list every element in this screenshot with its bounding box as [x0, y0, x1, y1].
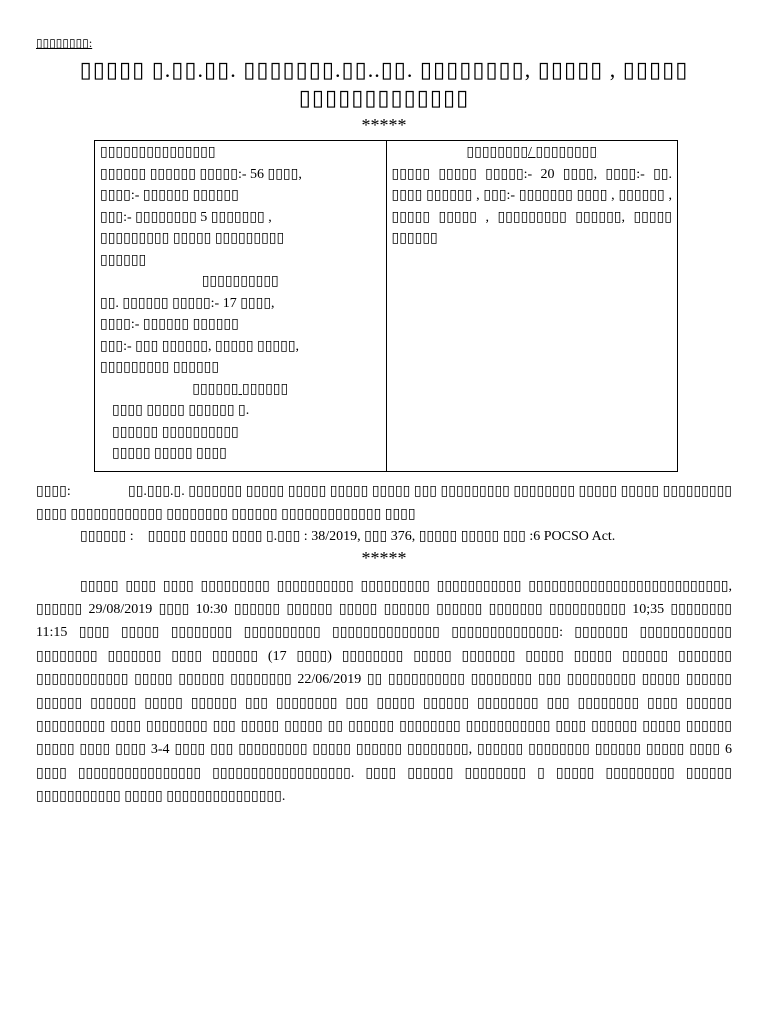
- separator-stars: *****: [361, 115, 407, 135]
- complainant-heading: ▯▯▯▯▯▯▯▯▯▯▯▯▯▯▯: [100, 145, 216, 160]
- complainant-line: ▯▯▯▯▯▯: [100, 252, 147, 268]
- victim-line: ▯▯▯▯▯▯▯▯▯ ▯▯▯▯▯▯: [100, 360, 220, 375]
- officer-line: ▯▯▯▯ ▯▯▯▯▯ ▯▯▯▯▯▯ ▯.: [112, 403, 250, 418]
- complainant-line: ▯▯▯▯:- ▯▯▯▯▯▯ ▯▯▯▯▯▯: [100, 188, 239, 203]
- document-page: [36, 34, 732, 809]
- parties-table: [94, 140, 678, 472]
- accused-details: ▯▯▯▯▯ ▯▯▯▯▯ ▯▯▯▯▯:- 20 ▯▯▯▯, ▯▯▯▯:- ▯▯. ▯▯▯▯ ▯▯▯▯▯▯ , ▯▯▯:- ▯▯▯▯▯▯▯ ▯▯▯▯ , ▯▯▯▯▯▯ , ▯▯▯▯▯ ▯▯▯▯▯ , ▯▯▯▯▯▯▯▯▯ ▯▯▯▯▯▯, ▯▯▯▯▯ ▯▯▯▯▯▯: [391, 166, 672, 246]
- complainant-line: ▯▯▯▯▯▯▯▯▯ ▯▯▯▯▯ ▯▯▯▯▯▯▯▯▯: [100, 231, 285, 246]
- complainant-cell: [95, 141, 387, 472]
- victim-line: ▯▯. ▯▯▯▯▯▯ ▯▯▯▯▯:- 17 ▯▯▯▯,: [100, 295, 275, 311]
- subject-paragraph: [36, 480, 732, 526]
- subject-label: ▯▯▯▯:: [36, 483, 71, 499]
- reference-label: ▯▯▯▯▯▯ :: [80, 528, 134, 544]
- separator-stars-2: *****: [361, 547, 407, 568]
- officer-line: ▯▯▯▯▯ ▯▯▯▯▯ ▯▯▯▯: [112, 446, 227, 461]
- reference-line: [36, 528, 732, 545]
- document-title: ▯▯▯▯▯ ▯.▯▯.▯▯. ▯▯▯▯▯▯▯.▯▯..▯▯. ▯▯▯▯▯▯▯▯, ▯▯▯▯▯ , ▯▯▯▯▯ ▯▯▯▯▯▯▯▯▯▯▯▯▯: [79, 57, 689, 110]
- subject-text: ▯▯.▯▯▯.▯. ▯▯▯▯▯▯▯ ▯▯▯▯▯ ▯▯▯▯▯ ▯▯▯▯▯ ▯▯▯▯▯ ▯▯▯ ▯▯▯▯▯▯▯▯▯ ▯▯▯▯▯▯▯▯ ▯▯▯▯▯ ▯▯▯▯▯ ▯▯▯▯▯▯▯▯▯ ▯▯▯▯ ▯▯▯▯▯▯▯▯▯▯▯▯ ▯▯▯▯▯▯▯▯ ▯▯▯▯▯▯ ▯▯▯▯▯▯▯▯▯▯▯▯▯ ▯▯▯▯: [36, 483, 732, 522]
- officer-line: ▯▯▯▯▯▯ ▯▯▯▯▯▯▯▯▯▯: [112, 424, 239, 440]
- reference-text: ▯▯▯▯▯ ▯▯▯▯▯ ▯▯▯▯ ▯.▯▯▯ : 38/2019, ▯▯▯ 376, ▯▯▯▯▯ ▯▯▯▯▯ ▯▯▯ :6 POCSO Act.: [147, 528, 616, 544]
- victim-line: ▯▯▯▯:- ▯▯▯▯▯▯ ▯▯▯▯▯▯: [100, 317, 239, 332]
- victim-line: ▯▯▯:- ▯▯▯ ▯▯▯▯▯▯, ▯▯▯▯▯ ▯▯▯▯▯,: [100, 338, 300, 354]
- complainant-line: ▯▯▯▯▯▯ ▯▯▯▯▯▯ ▯▯▯▯▯:- 56 ▯▯▯▯,: [100, 166, 302, 182]
- accused-heading: ▯▯▯▯▯▯▯▯/ ▯▯▯▯▯▯▯▯: [466, 145, 598, 160]
- top-note: ▯▯▯▯▯▯▯▯:: [36, 36, 93, 50]
- body-paragraph: ▯▯▯▯▯ ▯▯▯▯ ▯▯▯▯ ▯▯▯▯▯▯▯▯▯ ▯▯▯▯▯▯▯▯▯▯ ▯▯▯▯▯▯▯▯▯ ▯▯▯▯▯▯▯▯▯▯▯ ▯▯▯▯▯▯▯▯▯▯▯▯▯▯▯▯▯▯▯▯▯▯▯▯▯▯, ▯▯▯▯▯▯ 29/08/2019 ▯▯▯▯ 10:30 ▯▯▯▯▯▯ ▯▯▯▯▯▯ ▯▯▯▯▯ ▯▯▯▯▯▯ ▯▯▯▯▯▯ ▯▯▯▯▯▯▯ ▯▯▯▯▯▯▯▯▯▯ 10;35 ▯▯▯▯▯▯▯▯ 11:15 ▯▯▯▯ ▯▯▯▯▯ ▯▯▯▯▯▯▯▯ ▯▯▯▯▯▯▯▯▯▯ ▯▯▯▯▯▯▯▯▯▯▯▯▯▯ ▯▯▯▯▯▯▯▯▯▯▯▯▯▯: ▯▯▯▯▯▯▯ ▯▯▯▯▯▯▯▯▯▯▯▯ ▯▯▯▯▯▯▯▯ ▯▯▯▯▯▯▯ ▯▯▯▯ ▯▯▯▯▯▯ (17 ▯▯▯▯) ▯▯▯▯▯▯▯▯ ▯▯▯▯▯ ▯▯▯▯▯▯▯ ▯▯▯▯▯ ▯▯▯▯▯ ▯▯▯▯▯▯ ▯▯▯▯▯▯▯ ▯▯▯▯▯▯▯▯▯▯▯▯ ▯▯▯▯▯ ▯▯▯▯▯▯ ▯▯▯▯▯▯▯▯ 22/06/2019 ▯▯ ▯▯▯▯▯▯▯▯▯▯ ▯▯▯▯▯▯▯▯ ▯▯▯ ▯▯▯▯▯▯▯▯▯ ▯▯▯▯▯ ▯▯▯▯▯▯ ▯▯▯▯▯▯ ▯▯▯▯▯▯ ▯▯▯▯▯ ▯▯▯▯▯▯ ▯▯▯ ▯▯▯▯▯▯▯▯ ▯▯▯ ▯▯▯▯▯ ▯▯▯▯▯▯ ▯▯▯▯▯▯▯▯ ▯▯▯ ▯▯▯▯▯▯▯▯ ▯▯▯▯ ▯▯▯▯▯▯ ▯▯▯▯▯▯▯▯▯ ▯▯▯▯ ▯▯▯▯▯▯▯▯ ▯▯▯ ▯▯▯▯▯ ▯▯▯▯▯ ▯▯ ▯▯▯▯▯▯ ▯▯▯▯▯▯▯▯ ▯▯▯▯▯▯▯▯▯▯▯ ▯▯▯▯ ▯▯▯▯▯▯ ▯▯▯▯▯ ▯▯▯▯▯▯ ▯▯▯▯▯ ▯▯▯▯ ▯▯▯▯ 3-4 ▯▯▯▯ ▯▯▯ ▯▯▯▯▯▯▯▯▯ ▯▯▯▯▯ ▯▯▯▯▯▯ ▯▯▯▯▯▯▯▯, ▯▯▯▯▯▯ ▯▯▯▯▯▯▯▯ ▯▯▯▯▯▯ ▯▯▯▯▯ ▯▯▯▯ 6 ▯▯▯▯ ▯▯▯▯▯▯▯▯▯▯▯▯▯▯▯▯ ▯▯▯▯▯▯▯▯▯▯▯▯▯▯▯▯▯▯. ▯▯▯▯ ▯▯▯▯▯▯ ▯▯▯▯▯▯▯▯ ▯ ▯▯▯▯▯ ▯▯▯▯▯▯▯▯▯ ▯▯▯▯▯▯ ▯▯▯▯▯▯▯▯▯▯▯ ▯▯▯▯▯ ▯▯▯▯▯▯▯▯▯▯▯▯▯▯▯.: [36, 578, 732, 805]
- victim-heading: ▯▯▯▯▯▯▯▯▯▯: [201, 274, 279, 289]
- accused-cell: [386, 141, 678, 472]
- officer-heading: ▯▯▯▯▯▯ ▯▯▯▯▯▯: [192, 381, 289, 397]
- complainant-line: ▯▯▯:- ▯▯▯▯▯▯▯▯ 5 ▯▯▯▯▯▯▯ ,: [100, 209, 272, 225]
